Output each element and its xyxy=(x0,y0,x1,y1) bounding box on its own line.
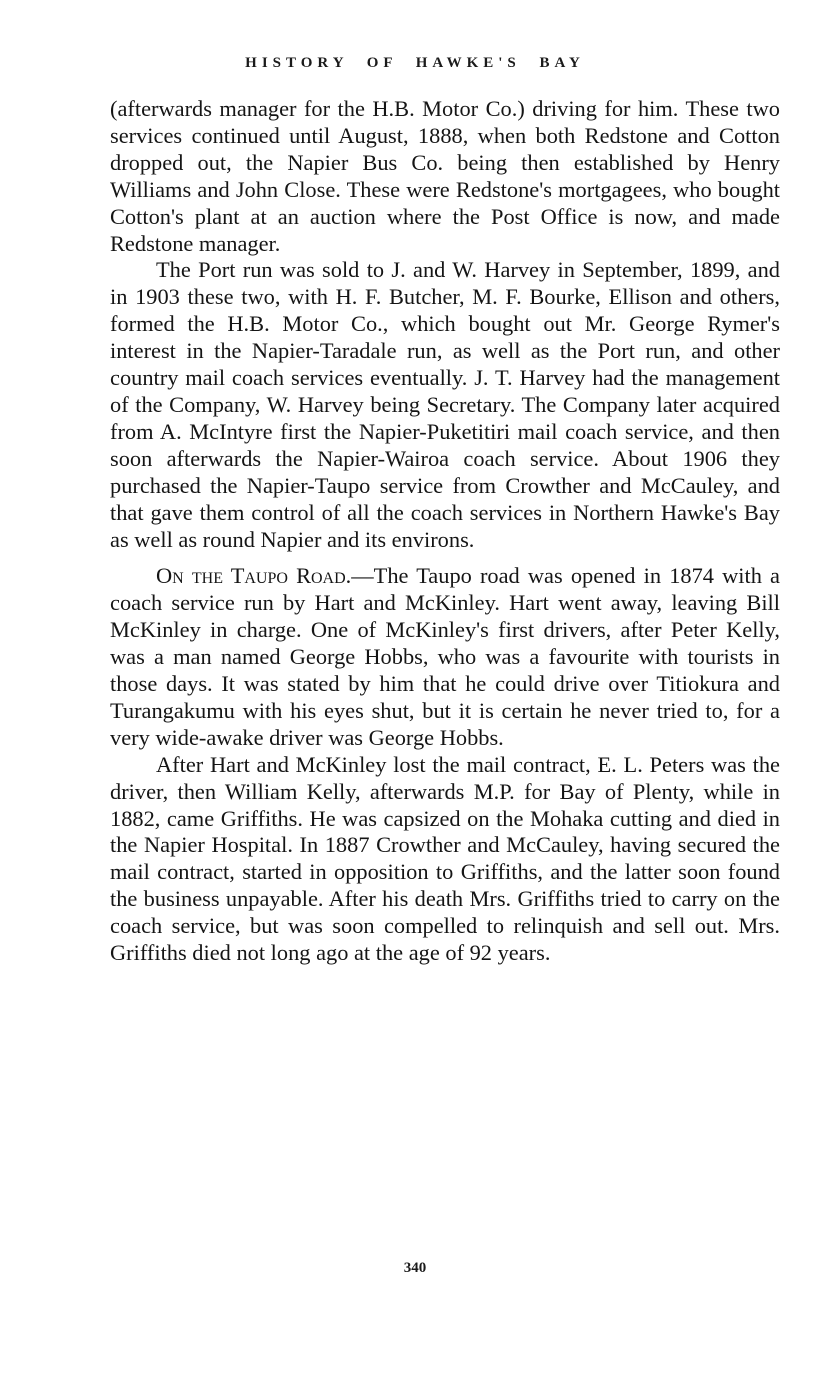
paragraph-mail-contract: After Hart and McKinley lost the mail contract, E. L. Peters was the driver, then William Kelly, afterwards M.P. for Bay of Plenty, while in 1882, came Griffiths. He was capsized on the Mohaka cutting and died in the Napier Hospital. In 1887 Crowther and McCauley, having secured the mail contract, started in opposition to Griffiths, and the latter soon found the business unpayable. After his death Mrs. Griffiths tried to carry on the coach service, but was soon compelled to relinquish and sell out. Mrs. Griffiths died not long ago at the age of 92 years. xyxy=(110,751,780,966)
paragraph-port-run: The Port run was sold to J. and W. Harvey in September, 1899, and in 1903 these two, with H. F. Butcher, M. F. Bourke, Ellison and others, formed the H.B. Motor Co., which bought out Mr. George Rymer's interest in the Napier-Taradale run, as well as the Port run, and other country mail coach services eventually. J. T. Harvey had the management of the Company, W. Harvey being Secretary. The Company later acquired from A. McIntyre first the Napier-Puketitiri mail coach service, and then soon afterwards the Napier-Wairoa coach service. About 1906 they purchased the Napier-Taupo service from Crowther and McCauley, and that gave them control of all the coach services in Northern Hawke's Bay as well as round Napier and its environs. xyxy=(110,257,780,552)
page-body xyxy=(110,96,780,967)
section-paragraph-text: —The Taupo road was opened in 1874 with a coach service run by Hart and McKinley. Hart went away, leaving Bill McKinley in charge. One of McKinley's first drivers, after Peter Kelly, was a man named George Hobbs, who was a favourite with tourists in those days. It was stated by him that he could drive over Titiokura and Turangakumu with his eyes shut, but it is certain he never tried to, for a very wide-awake driver was George Hobbs. xyxy=(110,563,780,750)
section-taupo-road xyxy=(110,563,780,751)
paragraph-continued: (afterwards manager for the H.B. Motor Co.) driving for him. These two services continued until August, 1888, when both Redstone and Cotton dropped out, the Napier Bus Co. being then established by Henry Williams and John Close. These were Redstone's mortgagees, who bought Cotton's plant at an auction where the Post Office is now, and made Redstone manager. xyxy=(110,96,780,256)
page-number: 340 xyxy=(403,1260,427,1276)
running-head: HISTORY OF HAWKE'S BAY xyxy=(245,55,585,71)
section-heading: On the Taupo Road. xyxy=(156,563,352,589)
